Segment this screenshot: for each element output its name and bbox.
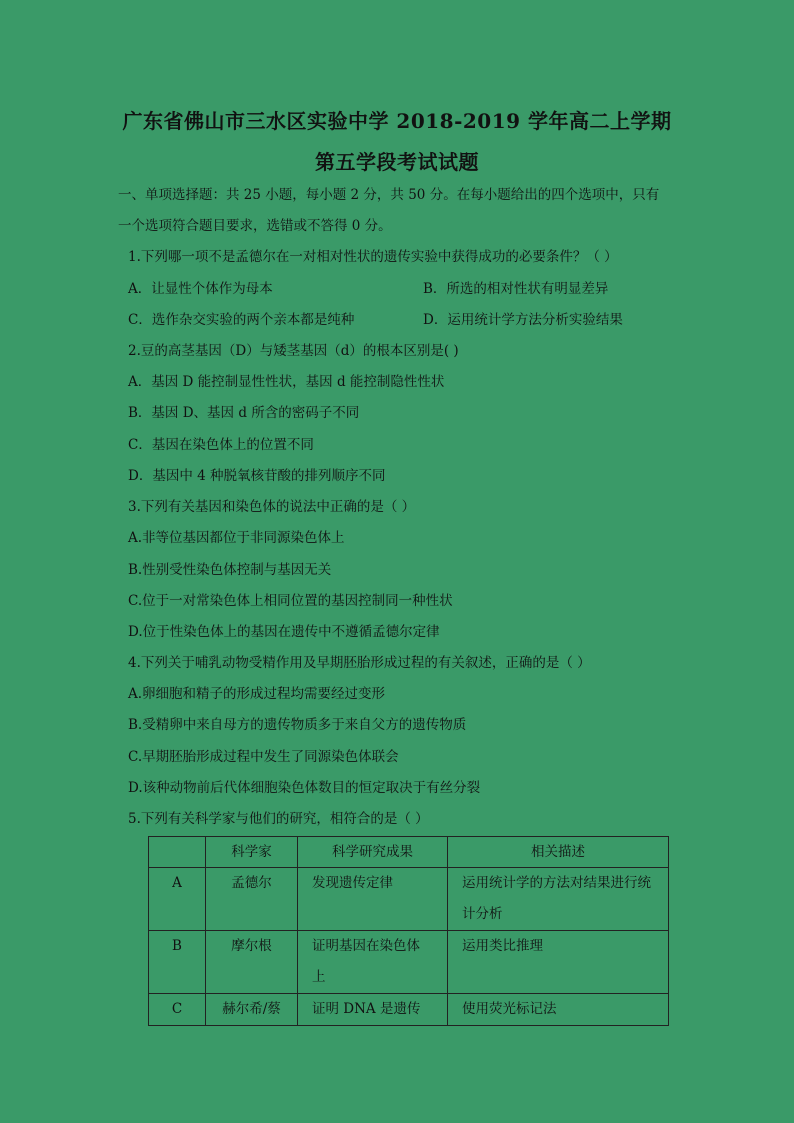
exam-title-line2: 第五学段考试试题 — [315, 150, 479, 174]
q4-option-a: A.卵细胞和精子的形成过程均需要经过变形 — [128, 686, 386, 702]
table-cell: 证明基因在染色体上 — [312, 938, 420, 985]
q3-stem: 3.下列有关基因和染色体的说法中正确的是（ ） — [128, 499, 416, 515]
instructions-line1: 一、单项选择题：共 25 小题，每小题 2 分，共 50 分。在每小题给出的四个选项中，只有 — [118, 187, 660, 203]
q1-option-b: B．所选的相对性状有明显差异 — [423, 281, 609, 297]
q3-option-b: B.性别受性染色体控制与基因无关 — [128, 562, 332, 578]
q3-option-d: D.位于性染色体上的基因在遗传中不遵循孟德尔定律 — [128, 624, 440, 640]
q1-option-c: C．选作杂交实验的两个亲本都是纯种 — [128, 312, 355, 328]
q5-stem: 5.下列有关科学家与他们的研究，相符合的是（ ） — [128, 811, 429, 827]
scientist-table — [148, 836, 669, 1026]
instructions-line2: 一个选项符合题目要求，选错或不答得 0 分。 — [118, 218, 392, 234]
q4-stem: 4.下列关于哺乳动物受精作用及早期胚胎形成过程的有关叙述，正确的是（ ） — [128, 655, 591, 671]
q3-option-c: C.位于一对常染色体上相同位置的基因控制同一种性状 — [128, 593, 453, 609]
table-cell: 运用类比推理 — [448, 931, 669, 994]
q4-option-c: C.早期胚胎形成过程中发生了同源染色体联会 — [128, 749, 399, 765]
table-cell: 摩尔根 — [206, 931, 298, 994]
table-row — [149, 868, 669, 931]
table-cell: 证明 DNA 是遗传 — [298, 994, 448, 1026]
table-header-cell: 相关描述 — [448, 837, 669, 868]
table-cell: 运用统计学的方法对结果进行统计分析 — [462, 875, 651, 922]
q2-option-b: B．基因 D、基因 d 所含的密码子不同 — [128, 405, 360, 421]
table-cell: B — [149, 931, 206, 994]
q2-option-c: C．基因在染色体上的位置不同 — [128, 437, 314, 453]
table-header-cell: 科学家 — [206, 837, 298, 868]
q3-option-a: A.非等位基因都位于非同源染色体上 — [128, 530, 345, 546]
table-header-cell — [149, 837, 206, 868]
table-header-row — [149, 837, 669, 868]
table-cell: 发现遗传定律 — [298, 868, 448, 931]
exam-title-line1: 广东省佛山市三水区实验中学 2018-2019 学年高二上学期 — [122, 109, 672, 133]
q1-stem: 1.下列哪一项不是孟德尔在一对相对性状的遗传实验中获得成功的必要条件？（ ） — [128, 249, 618, 265]
table-header-cell: 科学研究成果 — [298, 837, 448, 868]
table-cell: C — [149, 994, 206, 1026]
q1-option-a: A．让显性个体作为母本 — [128, 281, 273, 297]
q2-option-a: A．基因 D 能控制显性性状，基因 d 能控制隐性性状 — [128, 374, 445, 390]
q2-option-d: D．基因中 4 种脱氧核苷酸的排列顺序不同 — [128, 468, 386, 484]
table-cell: 赫尔希/蔡 — [206, 994, 298, 1026]
q4-option-b: B.受精卵中来自母方的遗传物质多于来自父方的遗传物质 — [128, 717, 467, 733]
table-row — [149, 994, 669, 1026]
table-cell: 孟德尔 — [206, 868, 298, 931]
table-cell: A — [149, 868, 206, 931]
q4-option-d: D.该种动物前后代体细胞染色体数目的恒定取决于有丝分裂 — [128, 780, 481, 796]
table-cell: 使用荧光标记法 — [448, 994, 669, 1026]
q1-option-d: D．运用统计学方法分析实验结果 — [423, 312, 623, 328]
table-row — [149, 931, 669, 994]
q2-stem: 2.豆的高茎基因（D）与矮茎基因（d）的根本区别是( ) — [128, 343, 459, 359]
